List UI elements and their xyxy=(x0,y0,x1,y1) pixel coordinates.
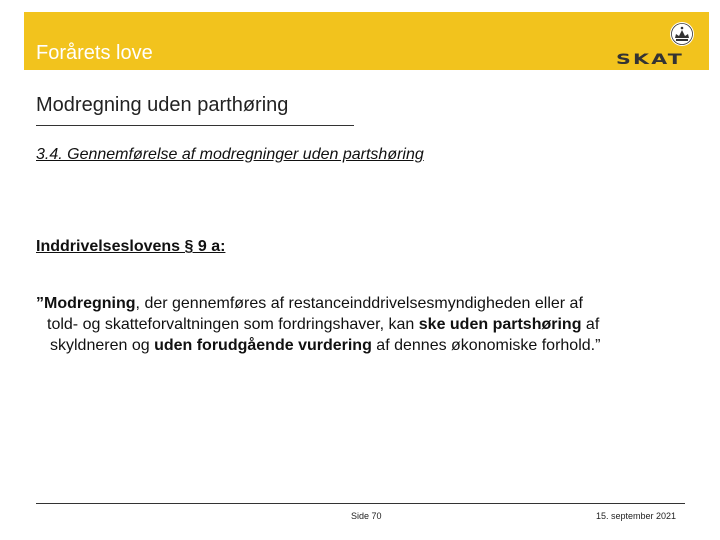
quote-text: told- og skatteforvaltningen som fordringshaver, kan xyxy=(47,316,419,333)
crown-emblem-icon xyxy=(670,22,694,46)
logo-wordmark: SKAT xyxy=(616,52,684,66)
header-band xyxy=(24,12,709,70)
page-number: Side 70 xyxy=(351,511,382,521)
quote-text: af xyxy=(581,316,600,333)
quote-emphasis: uden forudgående vurdering xyxy=(154,337,372,354)
quote-text: skyldneren og xyxy=(50,337,155,354)
quote-emphasis: ske uden partshøring xyxy=(418,316,582,333)
quote-text: , der gennemføres af restanceinddrivelsesmyndigheden eller af xyxy=(135,295,583,312)
quote-text: af dennes økonomiske forhold.” xyxy=(371,337,601,354)
quote-line-3 xyxy=(36,335,696,356)
law-reference: Inddrivelseslovens § 9 a: xyxy=(36,238,226,255)
quote-line-1 xyxy=(36,293,696,314)
footer-divider xyxy=(36,503,685,504)
slide-title: Modregning uden parthøring xyxy=(36,94,289,116)
footer-date: 15. september 2021 xyxy=(596,511,677,521)
law-quote xyxy=(36,293,696,356)
quote-line-2 xyxy=(36,314,696,335)
quote-emphasis: ”Modregning xyxy=(36,295,136,312)
slide-subtitle: 3.4. Gennemførelse af modregninger uden partshøring xyxy=(36,146,424,163)
skat-logo xyxy=(616,18,696,66)
header-title: Forårets love xyxy=(36,42,153,64)
title-divider xyxy=(36,125,354,126)
